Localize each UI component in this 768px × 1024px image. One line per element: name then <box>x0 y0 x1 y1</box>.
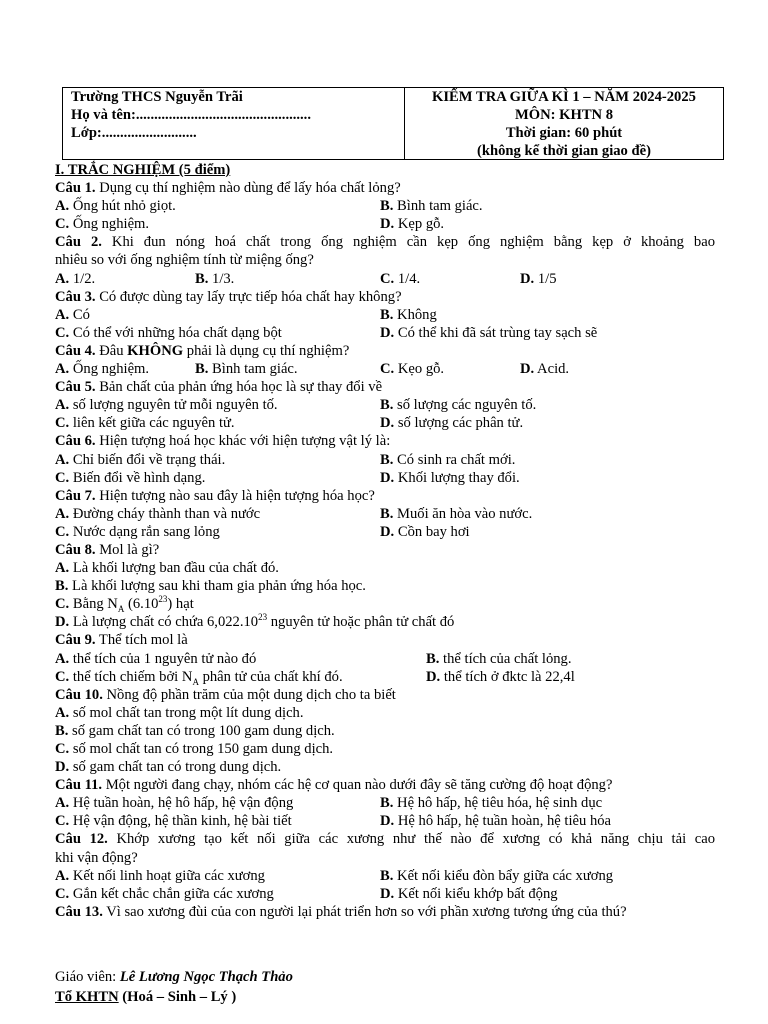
section-title: I. TRẮC NGHIỆM (5 điểm) <box>55 162 231 178</box>
question-text: Dụng cụ thí nghiệm nào dùng để lấy hóa chất lỏng? <box>95 180 401 197</box>
option-letter: D. <box>426 668 441 685</box>
question-text: Mol là gì? <box>95 541 160 558</box>
question-label: Câu 6. <box>55 433 96 450</box>
option-letter: A. <box>55 505 70 522</box>
options-row <box>55 306 715 324</box>
option-letter: B. <box>380 198 394 215</box>
option-text: Ống hút nhỏ giọt. <box>69 198 176 215</box>
option-letter: B. <box>380 795 394 812</box>
question-2 <box>55 233 715 251</box>
option-text: Ống nghiệm. <box>69 361 150 378</box>
options-row <box>55 270 715 288</box>
option-letter: B. <box>426 650 440 667</box>
option-a <box>55 867 265 885</box>
option-text: số gam chất tan có trong 100 gam dung dịch. <box>68 722 335 739</box>
exam-header-table <box>62 87 724 160</box>
option-a <box>55 505 260 523</box>
option-c <box>380 360 444 378</box>
option-text: Bằng N <box>69 596 118 613</box>
option-letter: C. <box>55 469 70 486</box>
option-d <box>380 885 558 903</box>
teacher-label: Giáo viên: <box>55 969 120 985</box>
option-letter: C. <box>55 741 70 757</box>
option-text: Hệ vận động, hệ thần kinh, hệ bài tiết <box>69 813 292 830</box>
option-d <box>520 270 557 288</box>
option-a <box>55 451 225 469</box>
option-letter: C. <box>55 324 70 341</box>
question-12-continued: khi vận động? <box>55 849 138 866</box>
option-text: Kết nối kiểu đòn bẩy giữa các xương <box>393 867 614 884</box>
option-letter: A. <box>55 650 70 667</box>
option-letter: C. <box>55 668 70 685</box>
student-name-field: Họ và tên:................................................ <box>71 107 311 123</box>
question-text: Hiện tượng hoá học khác với hiện tượng vật lý là: <box>95 433 391 450</box>
option-text: số lượng các phân tử. <box>394 415 524 432</box>
question-label: Câu 2. <box>55 234 102 251</box>
option-a <box>55 360 149 378</box>
option-b <box>380 451 515 469</box>
question-text: Có được dùng tay lấy trực tiếp hóa chất hay không? <box>95 288 402 305</box>
exam-time-note: (không kể thời gian giao đề) <box>477 143 651 159</box>
option-a <box>55 704 715 722</box>
option-c <box>55 812 292 830</box>
option-letter: B. <box>380 397 394 414</box>
superscript: 23 <box>258 612 268 623</box>
option-text: 1/3. <box>208 270 235 287</box>
option-text: Hệ hô hấp, hệ tuần hoàn, hệ tiêu hóa <box>394 813 612 830</box>
question-1 <box>55 179 715 197</box>
option-b <box>195 270 234 288</box>
option-text: Kẹp gỗ. <box>394 216 445 233</box>
question-label: Câu 7. <box>55 487 96 504</box>
option-text: Biến đổi về hình dạng. <box>69 469 206 486</box>
option-c <box>55 324 282 342</box>
option-c <box>55 595 715 613</box>
option-letter: D. <box>380 813 395 830</box>
option-b <box>380 867 613 885</box>
exam-subject: MÔN: KHTN 8 <box>514 107 614 123</box>
question-text-emphasis: KHÔNG <box>127 342 184 359</box>
question-text: Khớp xương tạo kết nối giữa các xương như thế nào để xương có khả năng chịu tải cao <box>107 831 715 848</box>
question-4 <box>55 342 715 360</box>
question-label: Câu 8. <box>55 541 96 558</box>
option-letter: A. <box>55 795 70 812</box>
option-text: 1/5 <box>534 270 557 287</box>
options-row <box>55 469 715 487</box>
option-text: Kẹo gỗ. <box>394 361 445 378</box>
options-row <box>55 451 715 469</box>
question-3 <box>55 288 715 306</box>
question-text: phải là dụng cụ thí nghiệm? <box>183 342 350 359</box>
option-b <box>426 650 572 668</box>
question-6 <box>55 432 715 450</box>
option-letter: B. <box>55 578 69 595</box>
option-text: Gắn kết chắc chắn giữa các xương <box>69 885 274 902</box>
option-letter: A. <box>55 867 70 884</box>
option-text: Là khối lượng ban đầu của chất đó. <box>69 560 279 577</box>
options-row <box>55 505 715 523</box>
option-letter: B. <box>380 306 394 323</box>
option-d <box>55 613 715 631</box>
question-5 <box>55 378 715 396</box>
option-letter: D. <box>380 216 395 233</box>
option-c <box>55 215 149 233</box>
option-c <box>380 270 420 288</box>
option-b <box>55 722 715 740</box>
option-b <box>380 794 602 812</box>
option-d <box>426 668 575 686</box>
option-letter: A. <box>55 704 70 721</box>
options-row <box>55 197 715 215</box>
option-text: Không <box>393 306 437 323</box>
option-text: Nước dạng rắn sang lỏng <box>69 523 220 540</box>
option-letter: C. <box>55 216 70 233</box>
option-b <box>380 197 483 215</box>
option-text: nguyên tử hoặc phân tử chất đó <box>267 614 455 631</box>
option-text: số mol chất tan trong một lít dung dịch. <box>69 704 304 721</box>
department-subjects: (Hoá – Sinh – Lý ) <box>118 989 237 1005</box>
option-letter: B. <box>380 451 394 468</box>
options-row <box>55 324 715 342</box>
option-letter: B. <box>380 505 394 522</box>
question-text: Hiện tượng nào sau đây là hiện tượng hóa học? <box>95 487 375 504</box>
option-letter: A. <box>55 198 70 215</box>
option-a <box>55 794 293 812</box>
options-row <box>55 668 715 686</box>
page-footer <box>55 967 715 1007</box>
option-a <box>55 396 278 414</box>
option-b <box>380 396 536 414</box>
option-letter: A. <box>55 560 70 577</box>
option-b <box>380 306 437 324</box>
option-text: thể tích của 1 nguyên tử nào đó <box>69 650 257 667</box>
question-label: Câu 9. <box>55 632 96 649</box>
option-b <box>55 577 715 595</box>
option-letter: B. <box>195 270 209 287</box>
question-label: Câu 5. <box>55 379 96 396</box>
options-row <box>55 812 715 830</box>
option-letter: C. <box>55 523 70 540</box>
header-left-cell <box>63 88 405 159</box>
option-letter: C. <box>380 361 395 378</box>
question-label: Câu 10. <box>55 686 103 703</box>
exam-time: Thời gian: 60 phút <box>505 125 623 141</box>
option-letter: A. <box>55 451 70 468</box>
question-text: Vì sao xương đùi của con người lại phát triển hơn so với phần xương tương ứng của thú? <box>102 903 627 920</box>
option-letter: D. <box>380 415 395 432</box>
option-letter: A. <box>55 397 70 414</box>
option-text: Muối ăn hòa vào nước. <box>393 505 533 522</box>
question-label: Câu 1. <box>55 180 96 197</box>
option-text: Kết nối kiểu khớp bất động <box>394 885 558 902</box>
subscript: A <box>117 604 125 615</box>
options-row <box>55 523 715 541</box>
question-label: Câu 11. <box>55 777 103 794</box>
school-name: Trường THCS Nguyễn Trãi <box>71 89 243 105</box>
option-text: phân tử của chất khí đó. <box>198 668 343 685</box>
question-text: Thể tích mol là <box>95 632 188 649</box>
question-8 <box>55 541 715 559</box>
option-letter: D. <box>380 523 395 540</box>
option-text: số gam chất tan có trong dung dịch. <box>69 759 282 776</box>
options-row <box>55 885 715 903</box>
option-text: Có <box>69 306 90 323</box>
option-a <box>55 559 715 577</box>
option-text: Bình tam giác. <box>393 198 483 215</box>
option-text: Khối lượng thay đổi. <box>394 469 520 486</box>
option-b <box>380 505 532 523</box>
exam-title: KIỂM TRA GIỮA KÌ 1 – NĂM 2024-2025 <box>432 89 696 105</box>
option-text: Có thể khi đã sát trùng tay sạch sẽ <box>394 324 598 341</box>
option-letter: C. <box>55 596 70 613</box>
options-row <box>55 650 715 668</box>
option-letter: B. <box>55 722 69 739</box>
option-text: 1/4. <box>394 270 421 287</box>
option-b <box>195 360 298 378</box>
teacher-line <box>55 967 715 987</box>
option-text: liên kết giữa các nguyên tử. <box>69 415 235 432</box>
option-a <box>55 270 95 288</box>
department-line <box>55 987 715 1007</box>
department-name: Tổ KHTN <box>55 989 119 1005</box>
option-letter: C. <box>380 270 395 287</box>
option-text: số mol chất tan có trong 150 gam dung dịch. <box>69 741 334 757</box>
option-letter: C. <box>55 885 70 902</box>
option-letter: D. <box>380 324 395 341</box>
option-letter: D. <box>380 469 395 486</box>
options-row <box>55 396 715 414</box>
option-text: Acid. <box>534 361 570 378</box>
option-d <box>520 360 569 378</box>
option-letter: D. <box>55 614 70 631</box>
question-9 <box>55 631 715 649</box>
question-10 <box>55 686 715 704</box>
option-text: Kết nối linh hoạt giữa các xương <box>69 867 265 884</box>
option-letter: A. <box>55 270 70 287</box>
option-text: 1/2. <box>69 270 96 287</box>
option-a <box>55 306 90 324</box>
option-letter: D. <box>55 759 70 776</box>
options-row <box>55 794 715 812</box>
options-row <box>55 215 715 233</box>
question-text: Bản chất của phản ứng hóa học là sự thay đổi về <box>95 379 383 396</box>
option-text: ) hạt <box>167 596 194 613</box>
option-d <box>380 215 444 233</box>
question-12 <box>55 830 715 848</box>
option-text: thể tích chiếm bởi N <box>69 668 193 685</box>
option-text: số lượng nguyên tử mỗi nguyên tố. <box>69 397 278 414</box>
options-row <box>55 360 715 378</box>
option-text: Cồn bay hơi <box>394 523 470 540</box>
option-text: Là khối lượng sau khi tham gia phản ứng hóa học. <box>68 578 366 595</box>
option-a <box>55 197 176 215</box>
teacher-name: Lê Lương Ngọc Thạch Thảo <box>119 969 293 985</box>
question-7 <box>55 487 715 505</box>
option-text: Ống nghiệm. <box>69 216 150 233</box>
option-d <box>380 324 597 342</box>
options-row <box>55 414 715 432</box>
header-right-cell <box>405 88 723 159</box>
option-letter: D. <box>520 270 535 287</box>
option-letter: D. <box>520 361 535 378</box>
question-text: Nồng độ phần trăm của một dung dịch cho ta biết <box>102 686 396 703</box>
option-letter: A. <box>55 361 70 378</box>
option-d <box>55 758 715 776</box>
option-c <box>55 523 220 541</box>
option-text: Hệ tuần hoàn, hệ hô hấp, hệ vận động <box>69 795 294 812</box>
option-text: số lượng các nguyên tố. <box>393 397 537 414</box>
option-letter: D. <box>380 885 395 902</box>
question-2-continued: nhiêu so với ống nghiệm tính từ miệng ống? <box>55 252 314 269</box>
question-11 <box>55 776 715 794</box>
question-label: Câu 12. <box>55 831 108 848</box>
option-a <box>55 650 256 668</box>
question-text: Đâu <box>95 342 128 359</box>
question-label: Câu 4. <box>55 342 96 359</box>
option-c <box>55 740 715 758</box>
option-letter: C. <box>55 415 70 432</box>
subscript: A <box>192 676 199 687</box>
option-text: Có thể với những hóa chất dạng bột <box>69 324 282 341</box>
option-d <box>380 414 523 432</box>
question-label: Câu 3. <box>55 288 96 305</box>
option-c <box>55 668 343 686</box>
question-text: Một người đang chạy, nhóm các hệ cơ quan nào dưới đây sẽ tăng cường độ hoạt động? <box>102 777 613 794</box>
question-text: Khi đun nóng hoá chất trong ống nghiệm cần kẹp ống nghiệm bằng kẹp ở khoảng bao <box>101 234 715 251</box>
option-d <box>380 523 470 541</box>
option-text: (6.10 <box>124 596 159 613</box>
option-d <box>380 812 611 830</box>
option-text: Có sinh ra chất mới. <box>393 451 516 468</box>
option-text: Chỉ biến đổi về trạng thái. <box>69 451 226 468</box>
option-text: Bình tam giác. <box>208 361 298 378</box>
option-text: thể tích ở đktc là 22,4l <box>440 668 575 685</box>
option-text: Đường cháy thành than và nước <box>69 505 261 522</box>
option-c <box>55 469 205 487</box>
exam-content <box>55 161 715 921</box>
question-13 <box>55 903 715 921</box>
option-letter: A. <box>55 306 70 323</box>
superscript: 23 <box>158 594 168 605</box>
option-d <box>380 469 520 487</box>
option-letter: B. <box>195 361 209 378</box>
student-class-field: Lớp:.......................... <box>71 125 197 141</box>
question-label: Câu 13. <box>55 903 103 920</box>
option-letter: B. <box>380 867 394 884</box>
options-row <box>55 867 715 885</box>
option-c <box>55 885 274 903</box>
option-c <box>55 414 235 432</box>
option-letter: C. <box>55 813 70 830</box>
option-text: Là lượng chất có chứa 6,022.10 <box>69 614 259 631</box>
option-text: Hệ hô hấp, hệ tiêu hóa, hệ sinh dục <box>393 795 603 812</box>
option-text: thể tích của chất lỏng. <box>439 650 572 667</box>
